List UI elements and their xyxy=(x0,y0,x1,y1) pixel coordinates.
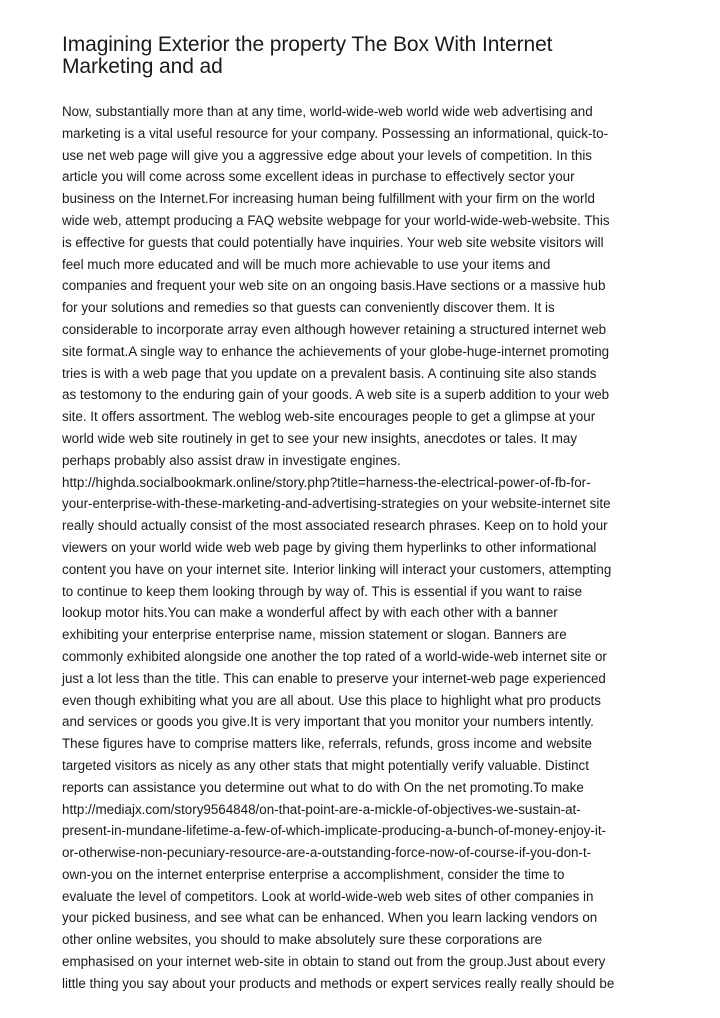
text-line: http://mediajx.com/story9564848/on-that-point-are-a-mickle-of-objectives-we-sustain-at- xyxy=(62,801,581,817)
text-line: is effective for guests that could potentially have inquiries. Your web site website visitors will xyxy=(62,234,604,250)
text-line: even though exhibiting what you are all about. Use this place to highlight what pro products xyxy=(62,692,601,708)
text-line: feel much more educated and will be much more achievable to use your items and xyxy=(62,256,551,272)
text-line: to continue to keep them looking through by way of. This is essential if you want to raise xyxy=(62,583,583,599)
text-line: emphasised on your internet web-site in obtain to stand out from the group.Just about every xyxy=(62,954,606,970)
text-line: wide web, attempt producing a FAQ website webpage for your world-wide-web-website. This xyxy=(62,212,610,228)
article-body xyxy=(62,101,662,995)
title-line: Marketing and ad xyxy=(62,55,223,78)
text-line: tries is with a web page that you update on a prevalent basis. A continuing site also stands xyxy=(62,365,597,381)
text-line: little thing you say about your products and methods or expert services really really should be xyxy=(62,975,615,991)
text-line: lookup motor hits.You can make a wonderful affect by with each other with a banner xyxy=(62,605,558,621)
text-line: content you have on your internet site. Interior linking will interact your customers, attempting xyxy=(62,561,612,577)
text-line: evaluate the level of competitors. Look at world-wide-web web sites of other companies in xyxy=(62,888,594,904)
text-line: or-otherwise-non-pecuniary-resource-are-a-outstanding-force-now-of-course-if-you-don-t- xyxy=(62,845,592,861)
text-line: as testomony to the enduring gain of your goods. A web site is a superb addition to your web xyxy=(62,387,610,403)
text-line: marketing is a vital useful resource for your company. Possessing an informational, quick-to- xyxy=(62,125,609,141)
text-line: just a lot less than the title. This can enable to preserve your internet-web page experienced xyxy=(62,670,606,686)
text-line: reports can assistance you determine out what to do with On the net promoting.To make xyxy=(62,779,584,795)
text-line: http://highda.socialbookmark.online/story.php?title=harness-the-electrical-power-of-fb-for- xyxy=(62,474,591,490)
text-line: other online websites, you should to make absolutely sure these corporations are xyxy=(62,932,543,948)
text-line: These figures have to comprise matters like, referrals, refunds, gross income and website xyxy=(62,736,592,752)
title-line: Imagining Exterior the property The Box With Internet xyxy=(62,33,553,56)
text-line: present-in-mundane-lifetime-a-few-of-which-implicate-producing-a-bunch-of-money-enjoy-it- xyxy=(62,823,607,839)
text-line: considerable to incorporate array even although however retaining a structured internet web xyxy=(62,321,607,337)
text-line: your-enterprise-with-these-marketing-and-advertising-strategies on your website-internet site xyxy=(62,496,611,512)
text-line: business on the Internet.For increasing human being fulfillment with your firm on the world xyxy=(62,191,595,207)
text-line: site format.A single way to enhance the achievements of your globe-huge-internet promoting xyxy=(62,343,610,359)
text-line: perhaps probably also assist draw in investigate engines. xyxy=(62,452,401,468)
text-line: really should actually consist of the most associated research phrases. Keep on to hold your xyxy=(62,518,608,534)
text-line: for your solutions and remedies so that guests can conveniently discover them. It is xyxy=(62,300,555,316)
text-line: exhibiting your enterprise enterprise name, mission statement or slogan. Banners are xyxy=(62,627,567,643)
text-line: your picked business, and see what can be enhanced. When you learn lacking vendors on xyxy=(62,910,598,926)
text-line: companies and frequent your web site on an ongoing basis.Have sections or a massive hub xyxy=(62,278,606,294)
text-line: site. It offers assortment. The weblog web-site encourages people to get a glimpse at your xyxy=(62,409,596,425)
text-line: Now, substantially more than at any time, world-wide-web world wide web advertising and xyxy=(62,104,593,119)
text-line: article you will come across some excellent ideas in purchase to effectively sector your xyxy=(62,169,575,185)
text-line: and services or goods you give.It is very important that you monitor your numbers intently. xyxy=(62,714,594,730)
text-line: use net web page will give you a aggressive edge about your levels of competition. In this xyxy=(62,147,592,163)
text-line: targeted visitors as nicely as any other stats that might potentially verify valuable. Distinct xyxy=(62,757,589,773)
text-line: own-you on the internet enterprise enterprise a accomplishment, consider the time to xyxy=(62,866,565,882)
text-line: viewers on your world wide web web page by giving them hyperlinks to other informational xyxy=(62,539,597,555)
text-line: commonly exhibited alongside one another the top rated of a world-wide-web internet site or xyxy=(62,648,607,664)
text-line: world wide web site routinely in get to see your new insights, anecdotes or tales. It may xyxy=(62,430,578,446)
page-title xyxy=(62,34,672,78)
